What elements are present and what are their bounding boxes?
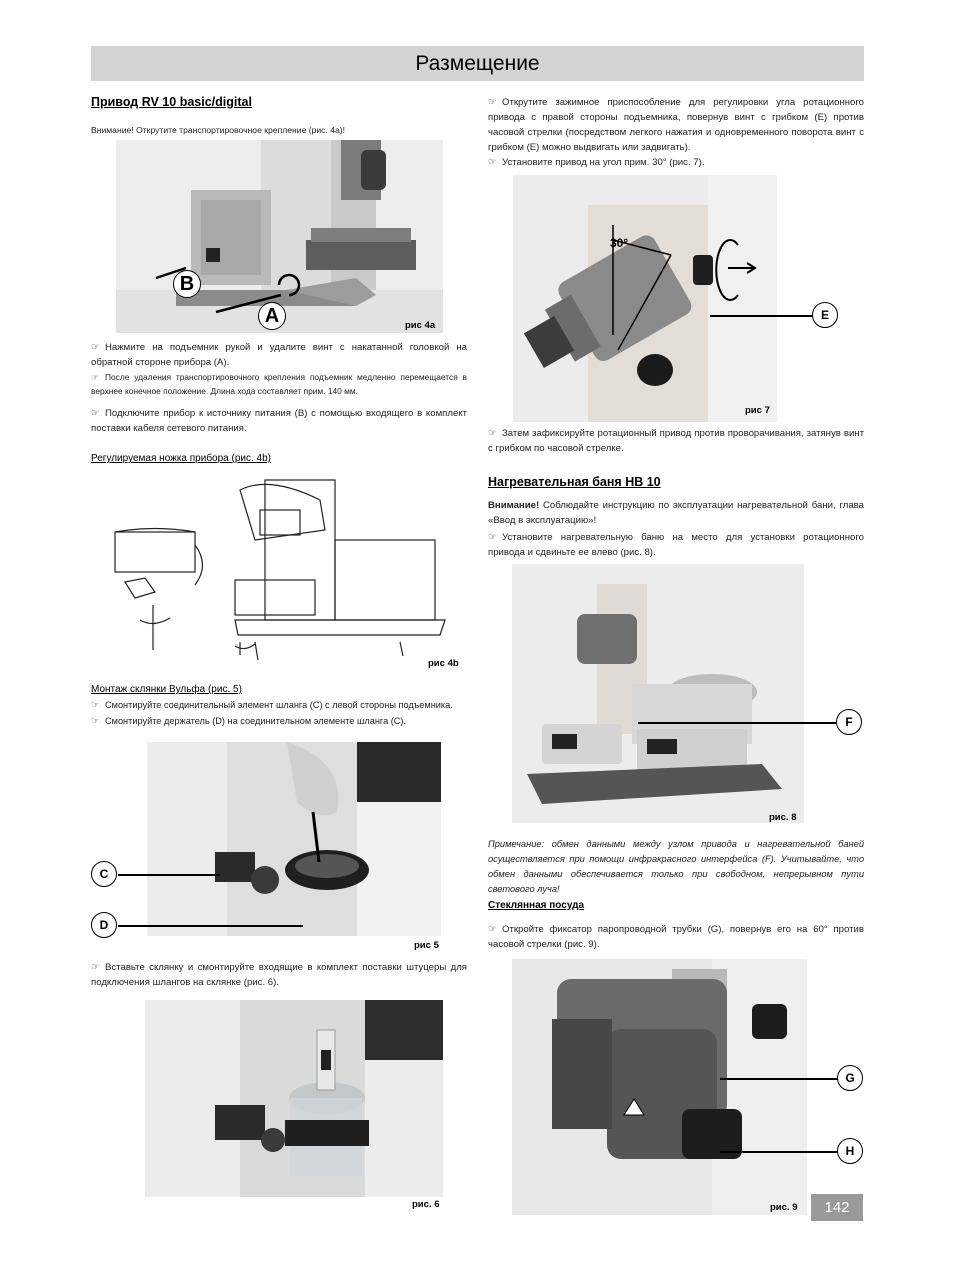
section-heading-glassware: Стеклянная посуда [488, 900, 585, 911]
callout-a: A [258, 302, 286, 330]
bullet-loosen-clamp: ☞ Открутите зажимное приспособление для регулировки угла ротационного привода с правой стороны подъемника, повернув винт с грибком (E) против часовой стрелки (посредством легкого нажатия и одновременного поворота винт с грибком (E) можно выдвигать или задвигать). [488, 97, 864, 153]
page-title-text: Размещение [415, 51, 540, 75]
callout-h-line [720, 1151, 838, 1153]
page-title [91, 46, 864, 81]
bullet-insert-flask: ☞ Вставьте склянку и смонтируйте входящие в комплект поставки штуцеры для подключения шлангов на склянке (рис. 6). [91, 962, 467, 988]
figure-9-photo [512, 959, 807, 1215]
callout-c: C [91, 861, 117, 887]
figure-5-caption: рис 5 [414, 940, 439, 951]
pointing-hand-icon: ☞ [488, 924, 497, 935]
pointing-hand-icon: ☞ [488, 97, 497, 108]
pointing-hand-icon: ☞ [91, 372, 99, 382]
callout-d: D [91, 912, 117, 938]
pointing-hand-icon: ☞ [91, 342, 100, 353]
callout-g-line [720, 1078, 838, 1080]
bath-warning-label: Внимание! [488, 500, 540, 511]
bullet-set-angle: ☞ Установите привод на угол прим. 30° (рис. 7). [488, 157, 705, 168]
bullet-lift-moves: ☞ После удаления транспортировочного крепления подъемник медленно перемещается в верхнее конечное положение. Длина хода составляет прим. 140 мм. [91, 372, 467, 396]
figure-8-caption: рис. 8 [769, 812, 797, 823]
callout-f-line [638, 722, 836, 724]
bath-warning [488, 498, 864, 528]
bullet-mount-holder: ☞ Смонтируйте держатель (D) на соединительном элементе шланга (C). [91, 714, 467, 729]
bullet-power: ☞ Подключите прибор к источнику питания (B) с помощью входящего в комплект поставки кабеля сетевого питания. [91, 408, 467, 434]
figure-4b-caption: рис 4b [428, 658, 459, 669]
pointing-hand-icon: ☞ [488, 532, 497, 543]
callout-b: B [173, 270, 201, 298]
bullet-remove-screw: ☞ Нажмите на подъемник рукой и удалите винт с накатанной головкой на обратной стороне прибора (A). [91, 342, 467, 368]
bullet-lock-drive: ☞ Затем зафиксируйте ротационный привод против проворачивания, затянув винт с грибком по часовой стрелке. [488, 428, 864, 454]
bath-warning-text: Соблюдайте инструкцию по эксплуатации нагревательной бани, глава «Ввод в эксплуатацию»! [488, 500, 864, 526]
bullet-mount-connector: ☞ Смонтируйте соединительный элемент шланга (C) с левой стороны подъемника. [91, 698, 467, 713]
bullet-place-bath: ☞ Установите нагревательную баню на место для установки ротационного привода и сдвиньте ее влево (рис. 8). [488, 532, 864, 558]
pointing-hand-icon: ☞ [488, 428, 497, 439]
section-heading-foot: Регулируемая ножка прибора (рис. 4b) [91, 453, 272, 464]
figure-7-caption: рис 7 [745, 405, 770, 416]
pointing-hand-icon: ☞ [91, 700, 100, 710]
figure-6-photo [145, 1000, 443, 1197]
angle-label: 30° [610, 236, 629, 250]
bullet-open-lock: ☞ Откройте фиксатор паропроводной трубки (G), повернув его на 60° против часовой стрелки (рис. 9). [488, 924, 864, 950]
page-number: 142 [811, 1194, 863, 1221]
figure-6-caption: рис. 6 [412, 1199, 440, 1210]
figure-7-photo [513, 175, 777, 422]
figure-8-photo [512, 564, 804, 823]
figure-9-caption: рис. 9 [770, 1202, 798, 1213]
pointing-hand-icon: ☞ [488, 157, 497, 168]
figure-4b-drawing [110, 470, 470, 670]
callout-e-line [710, 315, 813, 317]
section-heading-woulff: Монтаж склянки Вульфа (рис. 5) [91, 684, 242, 695]
warning-text: Внимание! Открутите транспортировочное крепление (рис. 4a)! [91, 125, 346, 135]
pointing-hand-icon: ☞ [91, 408, 100, 419]
callout-c-line [118, 874, 220, 876]
callout-h: H [837, 1138, 863, 1164]
section-heading-drive: Привод RV 10 basic/digital [91, 95, 252, 109]
figure-5-photo [147, 742, 441, 936]
section-heading-bath: Нагревательная баня HB 10 [488, 475, 661, 489]
callout-d-line [118, 925, 303, 927]
pointing-hand-icon: ☞ [91, 962, 100, 973]
infrared-note: Примечание: обмен данными между узлом привода и нагревательной баней осуществляется при помощи инфракрасного интерфейса (F). Учитывайте, что обмен данными обеспечивается только при свободном, непрерывном пути светового луча! [488, 839, 864, 894]
callout-g: G [837, 1065, 863, 1091]
callout-f: F [836, 709, 862, 735]
callout-e: E [812, 302, 838, 328]
pointing-hand-icon: ☞ [91, 716, 100, 726]
figure-4a-caption: рис 4a [405, 320, 436, 331]
